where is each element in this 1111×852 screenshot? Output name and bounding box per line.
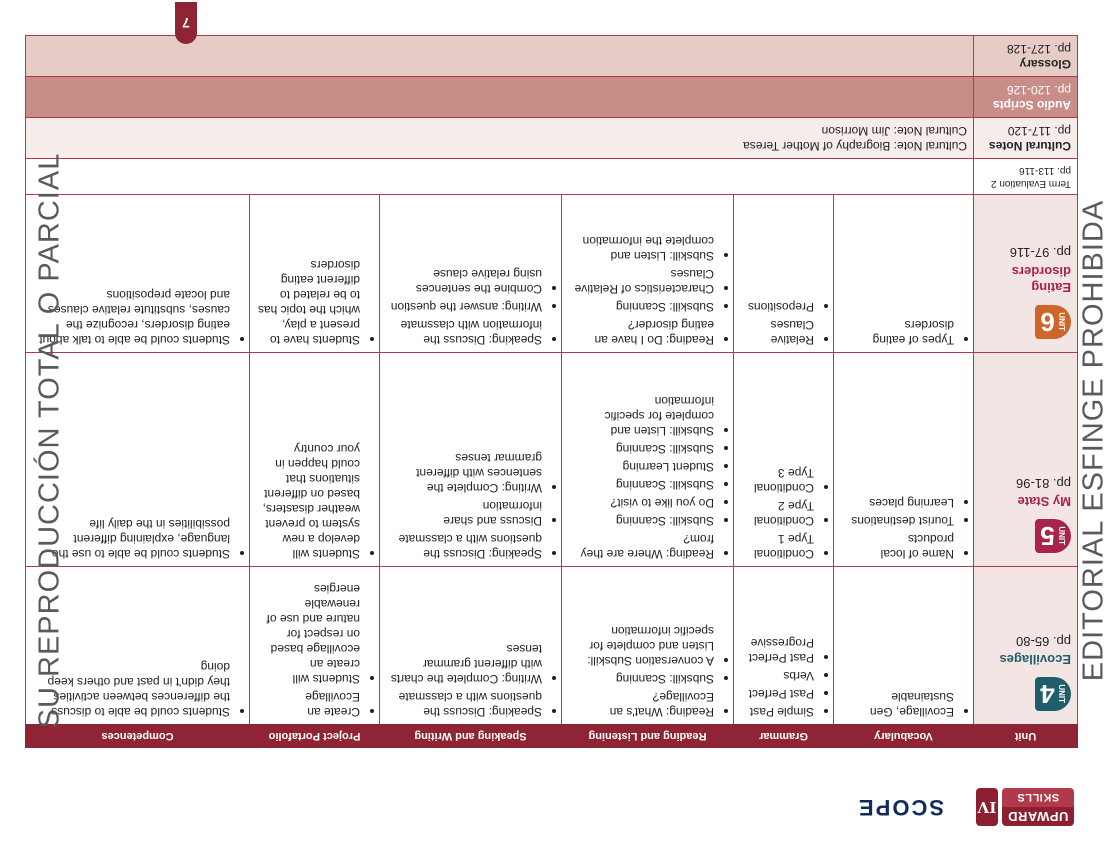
unit-pill	[1035, 305, 1071, 339]
list-item: • Students will develop a new system to prevent weather disasters, based on different situations that could happen in your country	[256, 441, 360, 561]
scope-table	[25, 35, 1078, 748]
grammar-cell	[734, 353, 834, 567]
list-item: • Types of eating disorders	[840, 317, 954, 347]
term-evaluation-label: Term Evaluation 2	[990, 178, 1071, 189]
list-item: • Speaking: Discuss the information with classmate	[386, 317, 542, 347]
unit-pages: pp. 65-80	[1016, 633, 1071, 649]
unit-pages: pp. 81-96	[1016, 475, 1071, 491]
term-evaluation-row	[26, 159, 1078, 195]
list-item: • Learning places	[840, 495, 954, 510]
speaking-cell	[380, 353, 562, 567]
unit-label: UNIT	[1056, 526, 1066, 546]
col-header-project: Project Portafolio	[250, 725, 380, 748]
list-item: • Writing: Complete the charts with different grammar tenses	[386, 641, 542, 686]
audio-scripts-cell	[974, 77, 1078, 118]
list-item: • Subskill: Listen and complete for specific information	[568, 393, 714, 438]
col-header-reading-listening: Reading and Listening	[562, 725, 734, 748]
unit-badge	[980, 519, 1071, 553]
watermark-right: EDITORIAL ESFINGE PROHIBIDA	[1077, 199, 1110, 682]
unit-title: Ecovillages	[999, 652, 1071, 667]
unit-number: 4	[1040, 679, 1055, 710]
cultural-notes-cell	[974, 118, 1078, 159]
list-item: • Conditional Type 1	[740, 531, 814, 561]
list-item: • Students have to present a play, which the topic has to be related to different eating disorders	[256, 257, 360, 347]
list-item: • Subskill: Scanning	[568, 299, 714, 314]
unit-label: UNIT	[1056, 684, 1066, 704]
list-item: • Subskill: Scanning	[568, 477, 714, 492]
term-evaluation-pages: pp. 113-116	[1019, 165, 1071, 177]
list-item: • Relative Clauses	[740, 317, 814, 347]
unit-cell	[974, 195, 1078, 353]
col-header-unit: Unit	[974, 725, 1078, 748]
list-item: • Subskill: Scanning	[568, 513, 714, 528]
glossary-empty	[26, 36, 974, 77]
logo-word-upward: UPWARD	[1002, 807, 1074, 826]
unit-number: 6	[1040, 307, 1055, 338]
grammar-cell	[734, 567, 834, 725]
list-item: • A conversation Subskill: Listen and complete for specific information	[568, 623, 714, 668]
unit-badge	[980, 305, 1071, 339]
list-item: • Students could be able to discuss the differences between activities they didn't in past and others keep doing	[32, 659, 230, 719]
col-header-grammar: Grammar	[734, 725, 834, 748]
list-item: • Verbs	[740, 668, 814, 683]
audio-scripts-label: Audio Scripts	[992, 98, 1071, 112]
reading-cell	[562, 567, 734, 725]
upward-skills-logo	[970, 784, 1076, 830]
reading-cell	[562, 195, 734, 353]
term-evaluation-cell	[974, 159, 1078, 195]
list-item: • Reading: Do I have an eating disorder?	[568, 317, 714, 347]
list-item: • Speaking: Discuss the questions with a classmate	[386, 689, 542, 719]
watermark-left: SU REPRODUCCIÓN TOTAL O PARCIAL	[33, 152, 66, 729]
unit-cell	[974, 353, 1078, 567]
list-item: • Past Perfect Progressive	[740, 635, 814, 665]
list-item: • Tourist destinations	[840, 513, 954, 528]
col-header-vocabulary: Vocabulary	[834, 725, 974, 748]
unit-row	[26, 567, 1078, 725]
unit-badge	[980, 677, 1071, 711]
page-header	[576, 782, 1076, 830]
cultural-note-item: Cultural Note: Biography of Mother Teresa	[743, 139, 967, 153]
vocabulary-cell	[834, 195, 974, 353]
cultural-notes-pages: pp. 117-120	[1007, 124, 1071, 138]
list-item: • Discuss and share information	[386, 498, 542, 528]
list-item: • Simple Past	[740, 704, 814, 719]
vocabulary-cell	[834, 567, 974, 725]
unit-title: My State	[1017, 494, 1071, 509]
cultural-notes-row	[26, 118, 1078, 159]
audio-scripts-row	[26, 77, 1078, 118]
list-item: • Writing: answer the question	[386, 299, 542, 314]
list-item: • Prepositions	[740, 299, 814, 314]
list-item: • Writing: Complete the sentences with different grammar tenses	[386, 450, 542, 495]
table-header-row	[26, 725, 1078, 748]
list-item: • Characteristics of Relative Clauses	[568, 266, 714, 296]
unit-row	[26, 195, 1078, 353]
unit-pill	[1035, 519, 1071, 553]
unit-number: 5	[1040, 521, 1055, 552]
col-header-competences: Competences	[26, 725, 250, 748]
cultural-notes-content	[26, 118, 974, 159]
glossary-cell	[974, 36, 1078, 77]
cultural-note-item: Cultural Note: Jim Morrison	[821, 124, 967, 138]
list-item: • Ecovillage, Gen Sustainable	[840, 689, 954, 719]
term-evaluation-empty	[26, 159, 974, 195]
list-item: • Speaking: Discuss the questions with a classmate	[386, 531, 542, 561]
speaking-cell	[380, 567, 562, 725]
section-title: SCOPE	[856, 795, 944, 820]
reading-cell	[562, 353, 734, 567]
glossary-label: Glossary	[1019, 57, 1071, 71]
list-item: • Students could be able to use the language, explaining different possibilities in the daily life	[32, 516, 230, 561]
project-cell	[250, 195, 380, 353]
list-item: • Name of local products	[840, 531, 954, 561]
list-item: • Subskill: Listen and complete the information	[568, 233, 714, 263]
speaking-cell	[380, 195, 562, 353]
project-cell	[250, 353, 380, 567]
list-item: • Combine the sentences using relative clause	[386, 266, 542, 296]
list-item: • Reading: What's an Ecovillage?	[568, 689, 714, 719]
grammar-cell	[734, 195, 834, 353]
list-item: • Do you like to visit?	[568, 495, 714, 510]
list-item: • Reading: Where are they from?	[568, 531, 714, 561]
list-item: • Conditional Type 3	[740, 465, 814, 495]
list-item: • Subskill: Scanning	[568, 441, 714, 456]
col-header-speaking-writing: Speaking and Writing	[380, 725, 562, 748]
unit-title: Eating disorders	[1011, 263, 1071, 295]
logo-word-skills: SKILLS	[1002, 788, 1074, 807]
unit-row	[26, 353, 1078, 567]
list-item: • Subskill: Scanning	[568, 671, 714, 686]
page-folio: 7	[175, 2, 197, 44]
audio-scripts-empty	[26, 77, 974, 118]
list-item: • Conditional Type 2	[740, 498, 814, 528]
list-item: • Students will create an ecovillage based on respect for nature and use of renewable energies	[256, 581, 360, 686]
glossary-pages: pp. 127-128	[1006, 42, 1071, 56]
unit-pages: pp. 97-116	[1009, 245, 1071, 261]
unit-label: UNIT	[1056, 312, 1066, 332]
project-cell	[250, 567, 380, 725]
cultural-notes-label: Cultural Notes	[988, 139, 1071, 153]
vocabulary-cell	[834, 353, 974, 567]
list-item: • Past Perfect	[740, 686, 814, 701]
list-item: • Create an Ecovillage	[256, 689, 360, 719]
audio-scripts-pages: pp. 120-126	[1006, 83, 1071, 97]
list-item: • Student Learning	[568, 459, 714, 474]
unit-pill	[1035, 677, 1071, 711]
logo-level: IV	[976, 788, 998, 826]
list-item: • Students could be able to talk about eating disorders, recognize the causes, substitute relative clauses and locate prepositions	[32, 287, 230, 347]
unit-cell	[974, 567, 1078, 725]
